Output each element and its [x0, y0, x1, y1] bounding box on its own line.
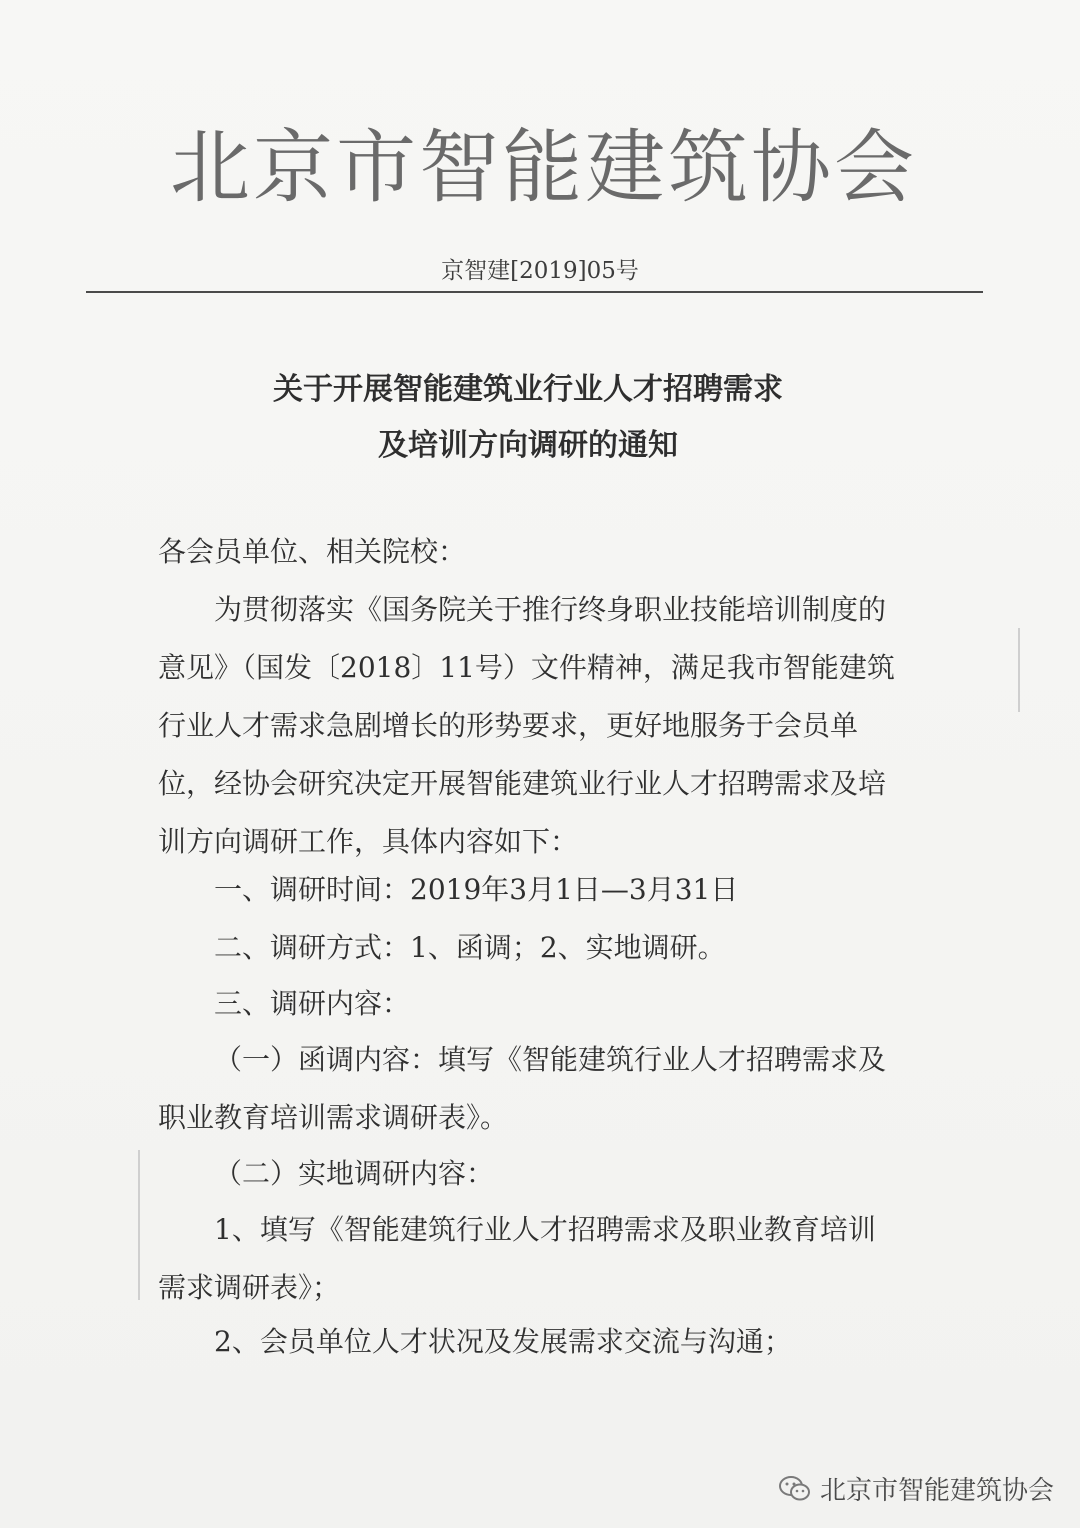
paragraph-line: 位，经协会研究决定开展智能建筑业行业人才招聘需求及培: [158, 767, 887, 800]
scan-artifact: [138, 1150, 140, 1300]
point-1-cont: 需求调研表》；: [158, 1271, 341, 1304]
item-survey-content: 三、调研内容：: [214, 987, 411, 1020]
scan-artifact: [1018, 628, 1020, 712]
notice-title-line-1: 关于开展智能建筑业行业人才招聘需求: [273, 372, 783, 407]
point-2: 2、会员单位人才状况及发展需求交流与沟通；: [214, 1325, 792, 1358]
header-divider: [86, 291, 983, 293]
wechat-icon: [778, 1474, 812, 1504]
item-survey-time: 一、调研时间：2019年3月1日—3月31日: [214, 873, 739, 906]
wechat-account-watermark: [778, 1470, 1054, 1507]
sub-item-field-survey: （二）实地调研内容：: [214, 1157, 495, 1190]
item-survey-method: 二、调研方式：1、函调；2、实地调研。: [214, 931, 726, 964]
organization-name: 北京市智能建筑协会: [170, 121, 917, 214]
sub-item-letter-survey: （一）函调内容：填写《智能建筑行业人才招聘需求及: [214, 1043, 887, 1076]
point-1: 1、填写《智能建筑行业人才招聘需求及职业教育培训: [214, 1213, 876, 1246]
document-number: 京智建[2019]05号: [441, 258, 639, 284]
paragraph-line: 意见》（国发〔2018〕11号）文件精神，满足我市智能建筑: [158, 651, 895, 684]
sub-item-letter-survey-cont: 职业教育培训需求调研表》。: [158, 1101, 509, 1134]
wechat-account-name: 北京市智能建筑协会: [820, 1476, 1055, 1506]
paragraph-line: 训方向调研工作，具体内容如下：: [158, 825, 579, 858]
paragraph-line: 为贯彻落实《国务院关于推行终身职业技能培训制度的: [214, 593, 887, 626]
notice-title-line-2: 及培训方向调研的通知: [378, 428, 678, 463]
salutation: 各会员单位、相关院校：: [158, 535, 467, 568]
paragraph-line: 行业人才需求急剧增长的形势要求，更好地服务于会员单: [158, 709, 859, 742]
